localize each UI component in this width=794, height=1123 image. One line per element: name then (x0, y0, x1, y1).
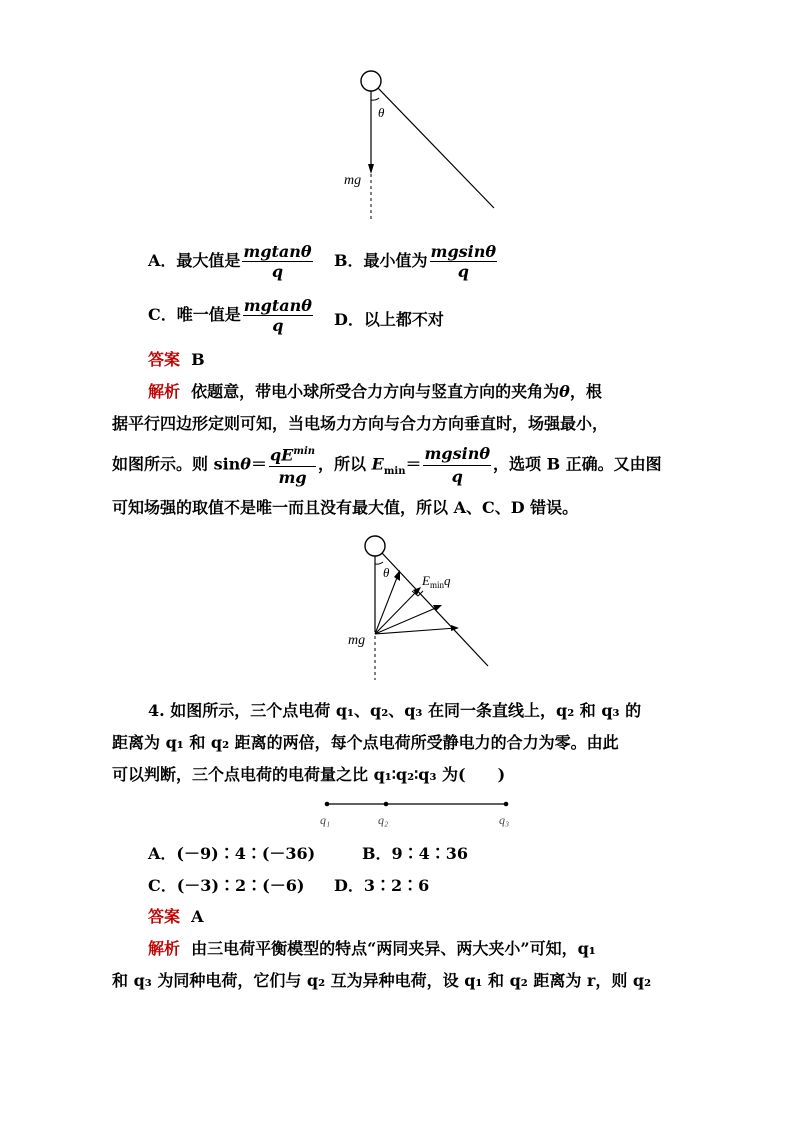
answer-line-q3 (148, 349, 205, 371)
analysis-line-3: 如图所示。则 sinθ＝ $\frac{qE^{min}}{mg}$ ，所以 $E_{min}=$ $\frac{mgsin\theta}{q}$ ，选项 B 正确。又由图 (112, 441, 662, 489)
theta-label: θ (378, 105, 385, 120)
q4-option-d: D．3∶2∶6 (334, 876, 430, 895)
charges-line-figure (312, 792, 522, 830)
answer-line-q4 (148, 906, 204, 928)
analysis-label: 解析 (148, 382, 181, 401)
q4-option-a: A．(－9)∶4∶(－36) (148, 844, 316, 863)
analysis-line-2: 据平行四边形定则可知，当电场力方向与合力方向垂直时，场强最小， (112, 414, 609, 433)
mg-label: mg (348, 633, 366, 648)
mg-label: mg (344, 173, 362, 188)
q4-option-b: B．9∶4∶36 (362, 844, 469, 863)
pendulum-figure-1 (320, 62, 510, 234)
q4-analysis-line-1: 解析 由三电荷平衡模型的特点“两同夹异、两大夹小”可知，q₁ (148, 939, 596, 958)
charge-q2-dot (384, 802, 389, 807)
theta-label: θ (383, 565, 390, 580)
answer-value: A (191, 907, 204, 926)
q2-label: q₂ (378, 813, 389, 827)
analysis-line-1: 解析 依题意，带电小球所受合力方向与竖直方向的夹角为θ，根 (148, 382, 602, 401)
analysis-label: 解析 (148, 939, 181, 958)
q4-line-2: 距离为 q₁ 和 q₂ 距离的两倍，每个点电荷所受静电力的合力为零。由此 (112, 733, 619, 752)
emin-fraction: $\frac{mgsin\theta}{q}$ (424, 443, 490, 486)
option-b: B．最小值为 $\frac{mgsin\theta}{q}$ (334, 242, 497, 281)
q4-analysis-line-2: 和 q₃ 为同种电荷，它们与 q₂ 互为异种电荷，设 q₁ 和 q₂ 距离为 r，则 q₂ (112, 971, 652, 990)
q4-option-c: C．(－3)∶2∶(－6) (148, 876, 305, 895)
option-a: A．最大值是 $\frac{mgtan\theta}{q}$ (148, 242, 312, 281)
q1-label: q₁ (320, 813, 331, 827)
option-c-fraction: $\frac{mgtan\theta}{q}$ (243, 296, 312, 335)
q3-label: q₃ (499, 813, 510, 827)
analysis-line-4: 可知场强的取值不是唯一而且没有最大值，所以 A、C、D 错误。 (112, 498, 579, 517)
charge-q1-dot (325, 802, 330, 807)
option-c: C．唯一值是 $\frac{mgtan\theta}{q}$ (148, 296, 312, 335)
answer-value: B (191, 350, 205, 369)
emin-q-label: $E_{min}q$ (422, 573, 451, 590)
sin-fraction: $\frac{qE^{min}}{mg}$ (269, 441, 316, 489)
answer-label: 答案 (148, 907, 181, 926)
q4-line-1: 4. 如图所示，三个点电荷 q₁、q₂、q₃ 在同一条直线上，q₂ 和 q₃ 的 (148, 701, 642, 720)
option-a-fraction: $\frac{mgtan\theta}{q}$ (243, 242, 312, 281)
vector-figure-2 (328, 530, 506, 682)
charge-q3-dot (504, 802, 509, 807)
q4-line-3: 可以判断，三个点电荷的电荷量之比 q₁∶q₂∶q₃ 为( ) (112, 765, 506, 784)
option-d: D．以上都不对 (334, 310, 444, 329)
answer-label: 答案 (148, 350, 181, 369)
option-b-fraction: $\frac{mgsin\theta}{q}$ (430, 242, 497, 281)
